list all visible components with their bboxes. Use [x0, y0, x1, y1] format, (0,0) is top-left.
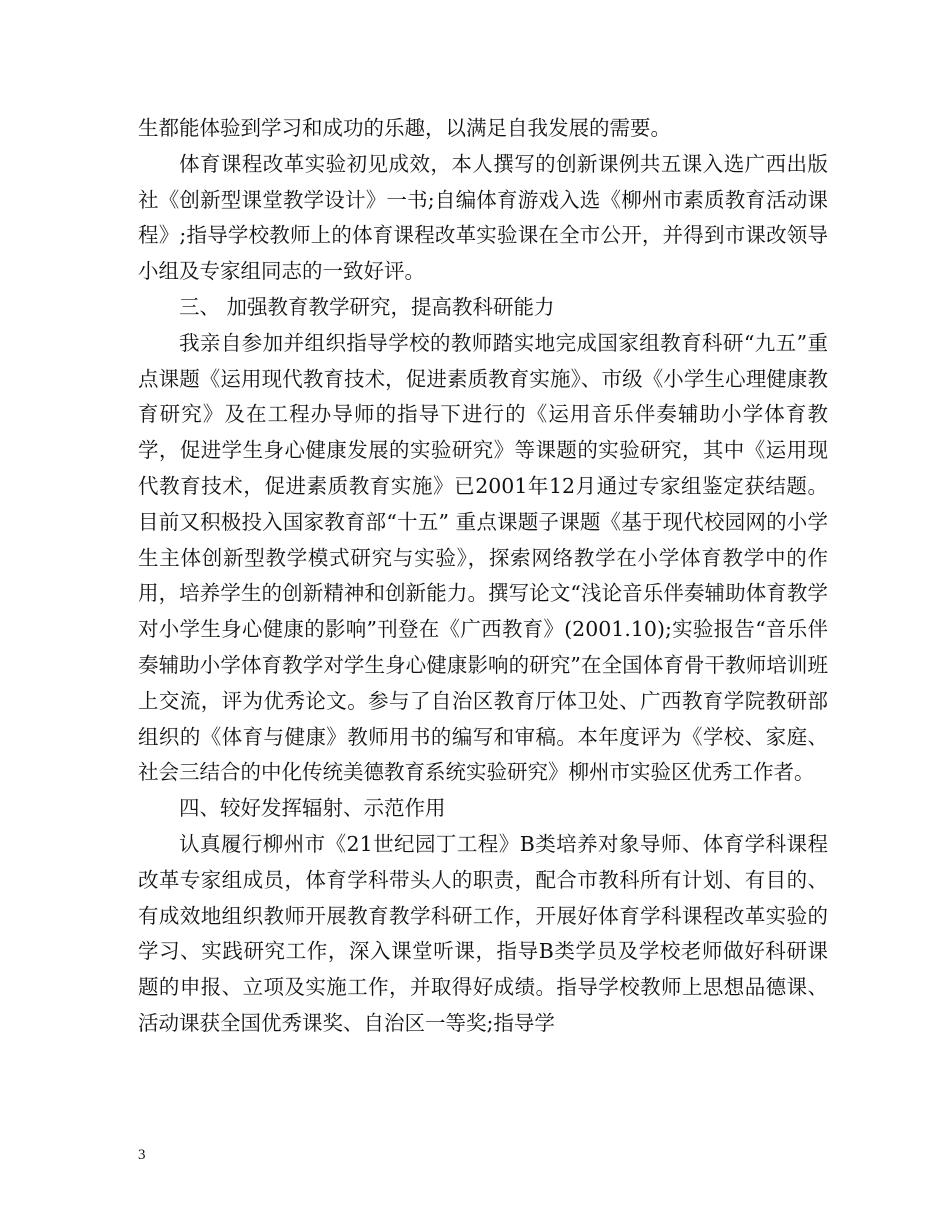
paragraph-continuation: 生都能体验到学习和成功的乐趣，以满足自我发展的需要。: [138, 116, 671, 140]
paragraph-curriculum-reform: 体育课程改革实验初见成效，本人撰写的创新课例共五课入选广西出版社《创新型课堂教学设计》一书;自编体育游戏入选《柳州市素质教育活动课程》;指导学校教师上的体育课程改革实验课在全市公开，并得到市课改领导小组及专家组同志的一致好评。: [138, 151, 828, 284]
section-heading-demonstration: 四、较好发挥辐射、示范作用: [179, 796, 446, 821]
paragraph-research: 我亲自参加并组织指导学校的教师踏实地完成国家组教育科研“九五”重点课题《运用现代教育技术，促进素质教育实施》、市级《小学生心理健康教育研究》及在工程办导师的指导下进行的《运用音乐伴奏辅助小学体育教学，促进学生身心健康发展的实验研究》等课题的实验研究，其中《运用现代教育技术，促进素质教育实施》已2001年12月通过专家组鉴定获结题。目前又积极投入国家教育部“十五” 重点课题子课题《基于现代校园网的小学生主体创新型教学模式研究与实验》，探索网络教学在小学体育教学中的作用，培养学生的创新精神和创新能力。撰写论文“浅论音乐伴奏辅助体育教学对小学生身心健康的影响”刊登在《广西教育》(2001.10);实验报告“音乐伴奏辅助小学体育教学对学生身心健康影响的研究”在全国体育骨干教师培训班上交流，评为优秀论文。参与了自治区教育厅体卫处、广西教育学院教研部组织的《体育与健康》教师用书的编写和审稿。本年度评为《学校、家庭、社会三结合的中化传统美德教育系统实验研究》柳州市实验区优秀工作者。: [138, 330, 828, 785]
paragraph-demonstration: 认真履行柳州市《21世纪园丁工程》B类培养对象导师、体育学科课程改革专家组成员，体育学科带头人的职责，配合市教科所有计划、有目的、有成效地组织教师开展教育教学科研工作，开展好体育学科课程改革实验的学习、实践研究工作，深入课堂听课，指导B类学员及学校老师做好科研课题的申报、立项及实施工作，并取得好成绩。指导学校教师上思想品德课、活动课获全国优秀课奖、自治区一等奖;指导学: [138, 831, 828, 1035]
section-heading-research: 三、 加强教育教学研究，提高教科研能力: [179, 294, 555, 319]
document-body: [138, 111, 828, 1042]
page-number: 3: [138, 1147, 146, 1163]
